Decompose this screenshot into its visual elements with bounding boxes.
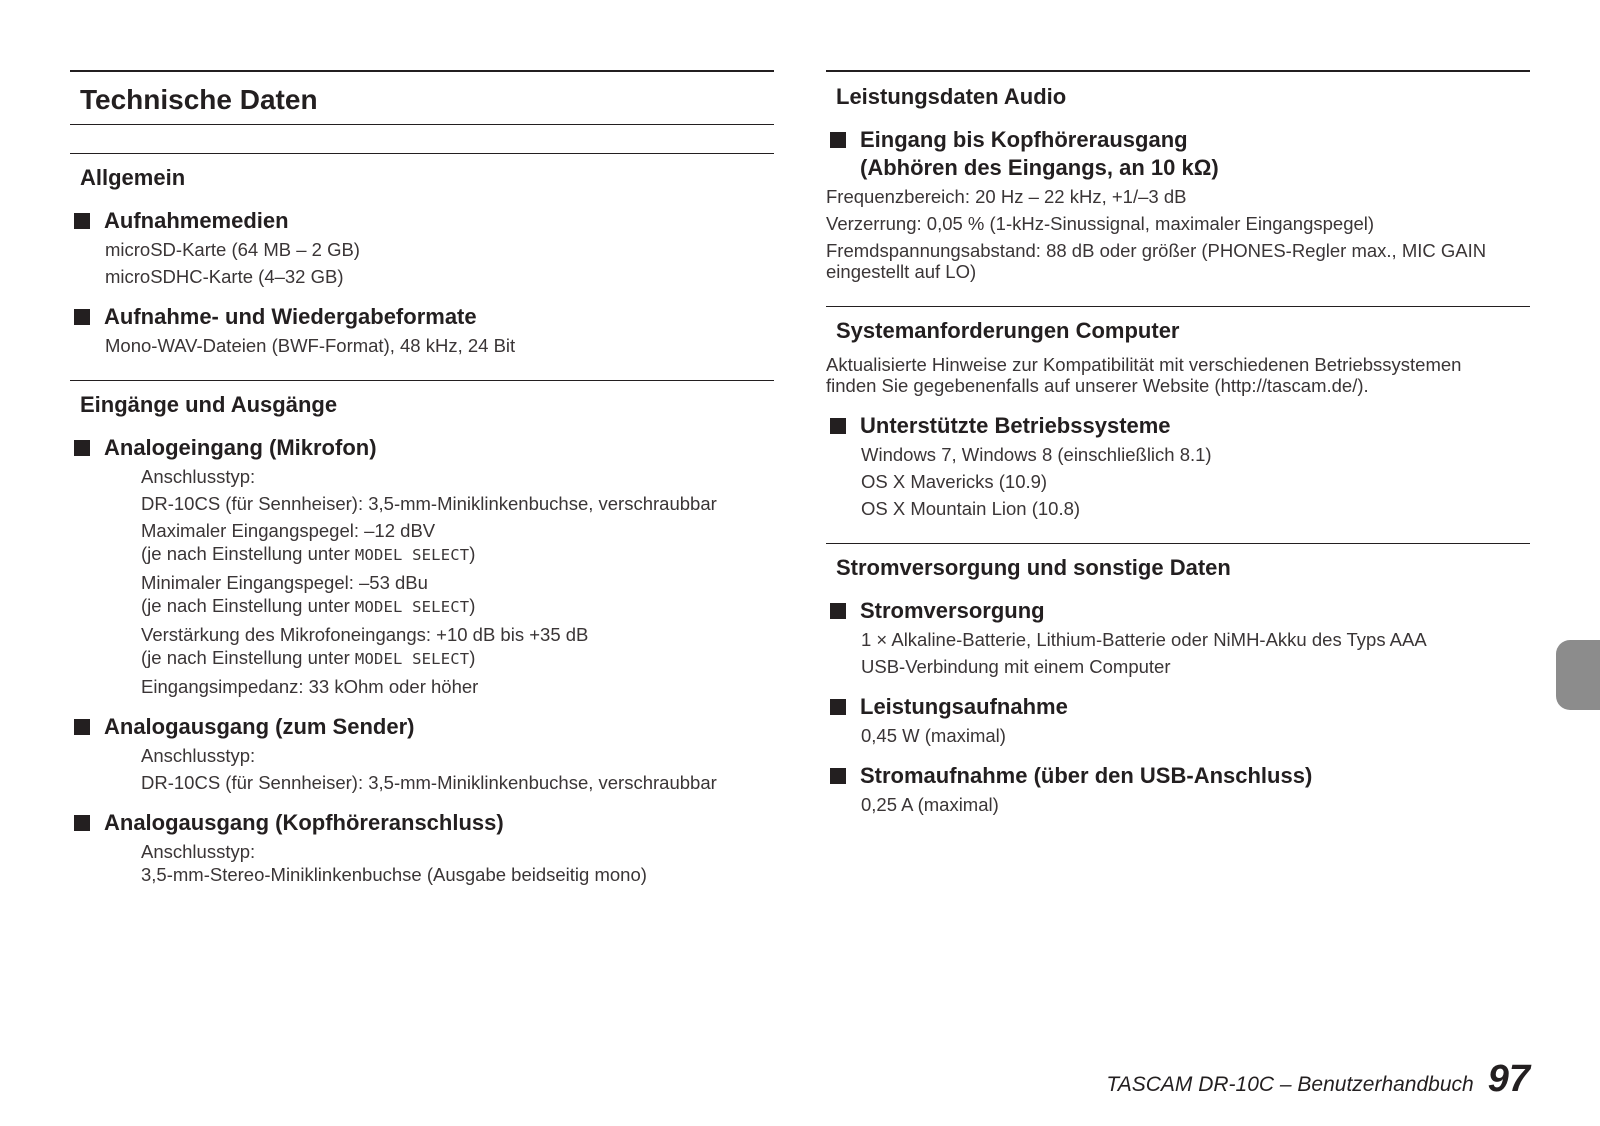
- spec-line: OS X Mavericks (10.9): [861, 471, 1048, 492]
- model-select-label: MODEL SELECT: [354, 650, 470, 668]
- section-audio: [826, 70, 1530, 284]
- section-heading: Eingänge und Ausgänge: [80, 392, 338, 417]
- subsection-title: Stromaufnahme (über den USB-Anschluss): [860, 763, 1313, 788]
- subsection-title: Stromversorgung: [860, 598, 1045, 623]
- subsection-title: Leistungsaufnahme: [860, 694, 1068, 719]
- page-footer: [1106, 1058, 1530, 1101]
- section-heading: Stromversorgung und sonstige Daten: [836, 555, 1231, 580]
- spec-line: 1 × Alkaline-Batterie, Lithium-Batterie oder NiMH-Akku des Typs AAA: [861, 629, 1427, 650]
- page-title: Technische Daten: [80, 84, 318, 115]
- square-bullet-icon: [74, 719, 90, 735]
- spec-line: OS X Mountain Lion (10.8): [861, 498, 1081, 519]
- spec-line: Maximaler Eingangspegel: –12 dBV: [141, 520, 436, 541]
- spec-line: Frequenzbereich: 20 Hz – 22 kHz, +1/–3 dB: [826, 186, 1187, 207]
- subsection-kopfhoerer: [826, 126, 1530, 284]
- spec-line: finden Sie gegebenenfalls auf unserer Website (http://tascam.de/).: [826, 375, 1369, 396]
- spec-line: Verzerrung: 0,05 % (1-kHz-Sinussignal, maximaler Eingangspegel): [826, 213, 1375, 234]
- subsection-title: Analogeingang (Mikrofon): [104, 435, 377, 460]
- subsection-consumption: [826, 693, 1530, 748]
- section-system: [826, 306, 1530, 521]
- subsection-formate: [70, 303, 774, 358]
- model-select-label: MODEL SELECT: [354, 598, 470, 616]
- square-bullet-icon: [74, 309, 90, 325]
- spec-line: Minimaler Eingangspegel: –53 dBu: [141, 572, 428, 593]
- section-allgemein: [70, 153, 774, 358]
- spec-line: Windows 7, Windows 8 (einschließlich 8.1): [861, 444, 1212, 465]
- section-heading: Leistungsdaten Audio: [836, 84, 1067, 109]
- subsection-mic: [70, 434, 774, 699]
- square-bullet-icon: [830, 418, 846, 434]
- page-number: 97: [1487, 1058, 1530, 1100]
- section-heading: Allgemein: [80, 165, 186, 190]
- spec-line: (je nach Einstellung unter MODEL SELECT): [141, 543, 476, 564]
- subsection-usb: [826, 762, 1530, 817]
- spec-line: (je nach Einstellung unter MODEL SELECT): [141, 595, 476, 616]
- spec-line: microSDHC-Karte (4–32 GB): [105, 266, 344, 287]
- spec-line: Anschlusstyp:: [141, 841, 256, 862]
- spec-line: eingestellt auf LO): [826, 261, 977, 282]
- subsection-title: Analogausgang (Kopfhöreranschluss): [104, 810, 504, 835]
- subsection-phones: [70, 809, 774, 887]
- subsection-title: Aufnahme- und Wiedergabeformate: [104, 304, 477, 329]
- spec-line: (je nach Einstellung unter MODEL SELECT): [141, 647, 476, 668]
- right-column: [826, 70, 1530, 839]
- spec-line: Fremdspannungsabstand: 88 dB oder größer (PHONES-Regler max., MIC GAIN: [826, 240, 1487, 261]
- spec-line: Verstärkung des Mikrofoneingangs: +10 dB bis +35 dB: [141, 624, 589, 645]
- subsection-title: Analogausgang (zum Sender): [104, 714, 415, 739]
- subsection-supply: [826, 597, 1530, 679]
- model-select-label: MODEL SELECT: [354, 546, 470, 564]
- subsection-title: Eingang bis Kopfhörerausgang (Abhören des Eingangs, an 10 kΩ): [860, 127, 1219, 180]
- spec-line: DR-10CS (für Sennheiser): 3,5-mm-Miniklinkenbuchse, verschraubbar: [141, 493, 717, 514]
- spec-line: 3,5-mm-Stereo-Miniklinkenbuchse (Ausgabe beidseitig mono): [141, 864, 647, 885]
- subsection-sender: [70, 713, 774, 795]
- square-bullet-icon: [830, 768, 846, 784]
- section-io: [70, 380, 774, 887]
- left-column: [70, 70, 774, 909]
- footer-text: TASCAM DR-10C – Benutzerhandbuch: [1106, 1073, 1474, 1096]
- spec-line: microSD-Karte (64 MB – 2 GB): [105, 239, 360, 260]
- square-bullet-icon: [74, 440, 90, 456]
- square-bullet-icon: [830, 699, 846, 715]
- spec-line: 0,25 A (maximal): [861, 794, 999, 815]
- spec-line: Eingangsimpedanz: 33 kOhm oder höher: [141, 676, 479, 697]
- spec-line: Aktualisierte Hinweise zur Kompatibilität mit verschiedenen Betriebssystemen: [826, 354, 1462, 375]
- square-bullet-icon: [74, 815, 90, 831]
- subsection-title: Unterstützte Betriebssysteme: [860, 413, 1171, 438]
- subsection-os: [826, 412, 1530, 521]
- spec-line: Anschlusstyp:: [141, 745, 256, 766]
- spec-line: USB-Verbindung mit einem Computer: [861, 656, 1171, 677]
- chapter-thumb-tab: [1556, 640, 1600, 710]
- spec-line: DR-10CS (für Sennheiser): 3,5-mm-Miniklinkenbuchse, verschraubbar: [141, 772, 717, 793]
- section-power: [826, 543, 1530, 817]
- square-bullet-icon: [830, 603, 846, 619]
- section-heading: Systemanforderungen Computer: [836, 318, 1180, 343]
- spec-line: Mono-WAV-Dateien (BWF-Format), 48 kHz, 24 Bit: [105, 335, 516, 356]
- subsection-title: Aufnahmemedien: [104, 208, 289, 233]
- spec-line: 0,45 W (maximal): [861, 725, 1006, 746]
- spec-line: Anschlusstyp:: [141, 466, 256, 487]
- subsection-aufnahmemedien: [70, 207, 774, 289]
- square-bullet-icon: [74, 213, 90, 229]
- square-bullet-icon: [830, 132, 846, 148]
- title-block: [70, 70, 774, 125]
